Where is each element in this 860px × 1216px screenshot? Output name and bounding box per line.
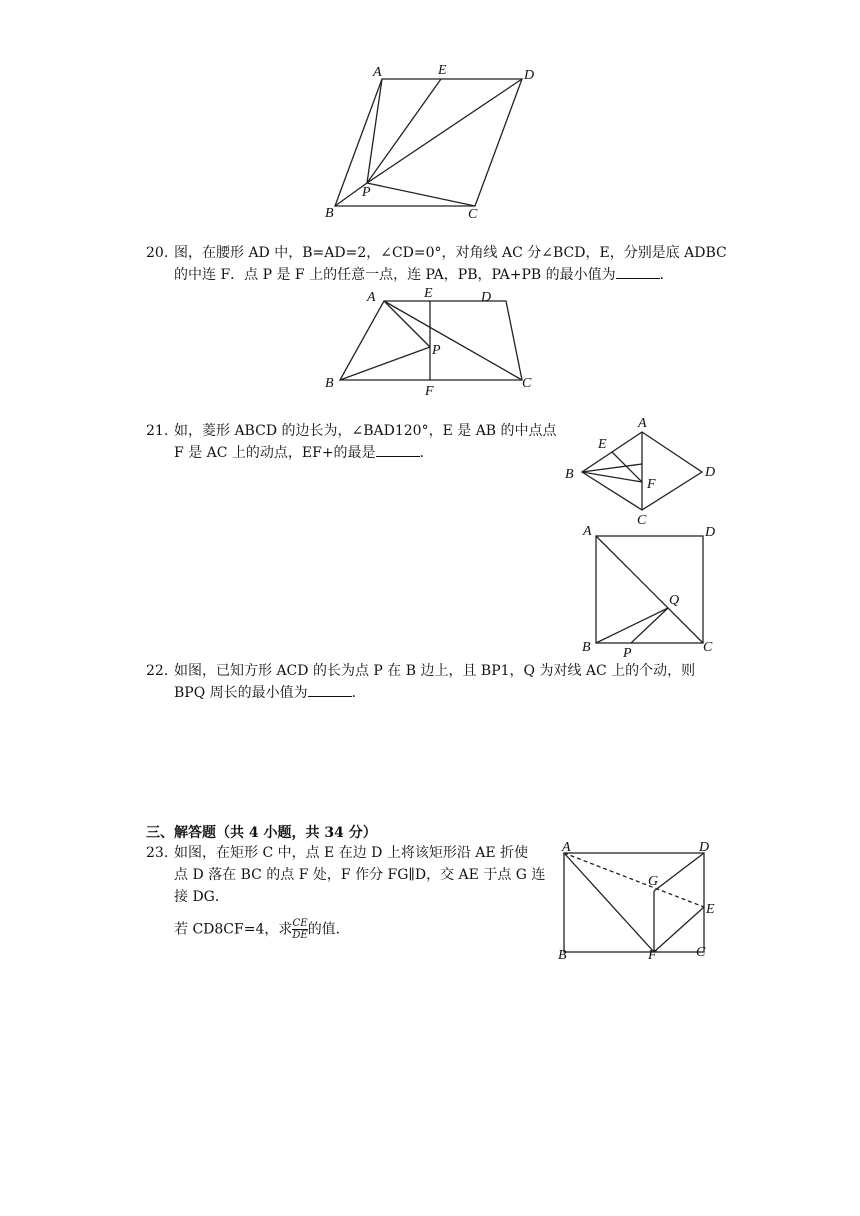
label-p: P xyxy=(362,185,371,200)
label-b: B xyxy=(582,640,591,655)
label-d: D xyxy=(705,465,716,480)
label-b: B xyxy=(565,467,574,482)
figure-23-rectangle xyxy=(550,835,725,965)
label-p: P xyxy=(623,646,632,661)
label-d: D xyxy=(481,290,492,305)
question-22 xyxy=(146,660,695,704)
label-e: E xyxy=(706,902,715,917)
question-text-line-3: 接 DG． xyxy=(174,889,229,905)
label-c: C xyxy=(696,945,706,960)
figure-22-square xyxy=(575,520,725,660)
figure-19-parallelogram xyxy=(320,60,540,225)
label-b: B xyxy=(325,206,334,221)
label-f: F xyxy=(425,384,434,399)
question-text-line-2: 点 D 落在 BC 的点 F 处，F 作分 FG∥D，交 AE 于点 G 连 xyxy=(174,867,546,883)
question-21 xyxy=(146,420,557,464)
question-text-line-1: 图，在腰形 AD 中，B=AD=2，∠CD=0°，对角线 AC 分∠BCD，E，分别是底 ADBC xyxy=(174,245,727,261)
segment-gd xyxy=(654,853,704,891)
section-heading-3: 三、解答题（共 4 小题，共 34 分） xyxy=(146,825,377,841)
figure-21-rhombus xyxy=(560,412,730,532)
question-number: 21. xyxy=(146,423,169,439)
question-20 xyxy=(146,242,727,286)
label-a: A xyxy=(562,840,571,855)
figure-20-trapezoid xyxy=(320,285,550,400)
label-a: A xyxy=(583,524,592,539)
label-e: E xyxy=(424,286,433,301)
label-b: B xyxy=(558,948,567,963)
segment-bq xyxy=(596,608,668,643)
question-number: 23. xyxy=(146,845,169,861)
rectangle-abcd xyxy=(564,853,704,952)
segment-bp xyxy=(340,347,430,380)
label-d: D xyxy=(524,68,535,83)
label-a: A xyxy=(373,65,382,80)
segment-ae-dashed xyxy=(564,853,704,907)
segment-pq xyxy=(631,608,668,643)
answer-blank xyxy=(376,455,420,457)
label-d: D xyxy=(699,840,710,855)
label-a: A xyxy=(367,290,376,305)
segment-cp xyxy=(367,183,475,206)
segment-dp xyxy=(367,79,522,183)
label-d: D xyxy=(705,525,716,540)
label-f: F xyxy=(647,477,656,492)
question-23 xyxy=(146,842,545,908)
trapezoid-abcd xyxy=(340,301,522,380)
label-p: P xyxy=(432,343,441,358)
question-23-subquestion: 若 CD8CF=4，求 $\frac{CE}{DE}$ 的值． xyxy=(174,918,350,941)
segment-be xyxy=(582,464,642,472)
answer-blank xyxy=(616,277,660,279)
question-number: 22. xyxy=(146,663,169,679)
fraction-ce-over-de: $\frac{CE}{DE}$ xyxy=(292,918,308,941)
segment-ep xyxy=(367,79,441,183)
segment-af xyxy=(564,853,654,952)
segment-ap xyxy=(367,79,382,183)
question-text-line-1: 如图，已知方形 ACD 的长为点 P 在 B 边上，且 BP1，Q 为对线 AC 上的个动，则 xyxy=(174,663,696,679)
label-e: E xyxy=(438,63,447,78)
label-a: A xyxy=(638,416,647,431)
question-text-line-2: 的中连 F．点 P 是 F 上的任意一点，连 PA，PB，PA+PB 的最小值为 ． xyxy=(174,267,674,283)
label-c: C xyxy=(637,513,647,528)
answer-blank xyxy=(308,695,352,697)
label-c: C xyxy=(703,640,713,655)
label-g: G xyxy=(648,874,659,889)
label-f: F xyxy=(648,948,657,963)
label-e: E xyxy=(598,437,607,452)
question-text-line-1: 如，菱形 ABCD 的边长为，∠BAD120°，E 是 AB 的中点点 xyxy=(174,423,557,439)
label-c: C xyxy=(522,376,532,391)
label-c: C xyxy=(468,207,478,222)
question-text-line-2: BPQ 周长的最小值为 ． xyxy=(174,685,366,701)
segment-ac xyxy=(596,536,703,643)
question-number: 20. xyxy=(146,245,169,261)
label-b: B xyxy=(325,376,334,391)
question-text-line-1: 如图，在矩形 C 中，点 E 在边 D 上将该矩形沿 AE 折使 xyxy=(174,845,529,861)
question-text-line-2: F 是 AC 上的动点，EF+的最是 ． xyxy=(174,445,434,461)
label-q: Q xyxy=(669,593,680,608)
segment-ac xyxy=(384,301,522,380)
